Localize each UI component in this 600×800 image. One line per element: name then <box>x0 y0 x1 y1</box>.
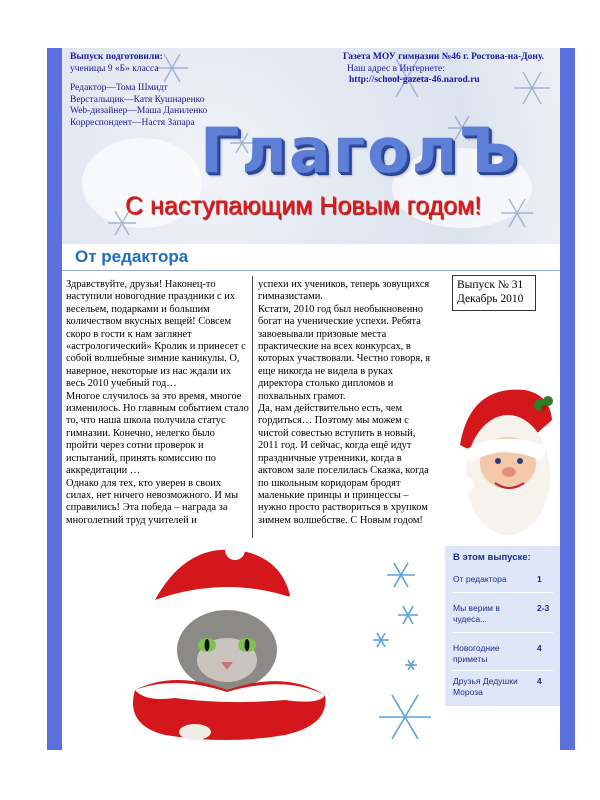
issue-number: Выпуск № 31 <box>457 279 524 291</box>
contact-url-link[interactable]: http://school-gazeta-46.narod.ru <box>349 75 480 85</box>
title-divider <box>62 270 560 271</box>
section-title: От редактора <box>75 247 189 266</box>
toc-item-label[interactable]: Новогодние приметы <box>453 643 500 664</box>
article-paragraph: Многое случилось за это время, многое изменилось. Но главным событием стало то, что наша школа получила статус гимназии. Конечно, нелегко было пройти через сотни проверок и испытаний, принять комиссию по аккредитации … <box>66 390 249 477</box>
kitten-in-santa-costume-illustration <box>115 540 340 745</box>
toc-item-label[interactable]: Мы верим в чудеса... <box>453 603 500 624</box>
new-year-greeting: С наступающим Новым годом! <box>125 192 482 220</box>
toc-item-page: 2-3 <box>537 603 550 613</box>
credit-line: Корреспондент—Настя Запара <box>70 117 195 128</box>
credit-line: Верстальщик—Катя Кушнаренко <box>70 94 205 105</box>
contact-school: Газета МОУ гимназии №46 г. Ростова-на-Дону. <box>343 52 545 62</box>
toc-title: В этом выпуске: <box>453 552 531 563</box>
article-paragraph: Здравствуйте, друзья! Наконец-то наступили новогодние праздники с их весельем, подарками и большим количеством вкусных вещей! Совсем скоро в гости к нам заглянет «астрологический» Кролик и принесет с собой волшебные зимние каникулы. О, наверное, некоторые из нас ждали их весь 2010 учебный год… <box>66 279 246 390</box>
article-column-1 <box>66 279 249 527</box>
toc-item-page: 4 <box>537 676 542 686</box>
article-paragraph: Кстати, 2010 год был необыкновенно богат на ученические успехи. Ребята завоевывали призовые места практические на всех конкурсах, в которых участвовали. Честно говоря, я еще никогда не видела в руках директора столько дипломов и похвальных грамот. <box>258 303 431 402</box>
issue-info-box <box>452 275 536 311</box>
toc-separator <box>453 592 553 593</box>
contact-address-label: Наш адрес в Интернете: <box>347 63 445 74</box>
credits-subheading: ученицы 9 «Б» класса <box>70 63 159 74</box>
contact-block <box>343 52 558 87</box>
santa-claus-illustration <box>440 375 560 540</box>
toc-item-page: 1 <box>537 574 542 584</box>
left-decor-bar <box>47 48 62 750</box>
toc-separator <box>453 632 553 633</box>
right-decor-bar <box>560 48 575 750</box>
toc-item-label[interactable]: Друзья Дедушки Мороза <box>453 676 518 697</box>
article-paragraph: успехи их учеников, теперь зовущихся гимназистами. <box>258 279 430 303</box>
credit-line: Web-дизайнер—Маша Даниленко <box>70 106 208 116</box>
toc-item-page: 4 <box>537 643 542 653</box>
table-of-contents <box>445 546 560 706</box>
column-divider <box>252 276 253 538</box>
snowflakes-decoration <box>363 545 443 750</box>
article-paragraph: Да, нам действительно есть, чем гордиться… Поэтому мы можем с чистой совестью вступить в новый, 2011 год. И сейчас, когда ещё идут праздничные утренники, когда в актовом зале поселилась Сказка, когда по школьным коридорам бродят маленькие принцы и принцессы – нужно просто раствориться в хрупком зимнем волшебстве. С Новым годом! <box>258 403 429 526</box>
issue-date: Декабрь 2010 <box>457 293 524 305</box>
credits-heading: Выпуск подготовили: <box>70 52 163 62</box>
masthead-title: ГлаголЪ <box>200 114 520 187</box>
toc-separator <box>453 670 553 671</box>
article-paragraph: Однако для тех, кто уверен в своих силах, нет ничего невозможного. И мы справились! Эта победа – награда за многолетний труд учителей и <box>66 477 239 526</box>
article-column-2 <box>258 279 433 527</box>
toc-item-label[interactable]: От редактора <box>453 574 507 584</box>
credit-line: Редактор—Тома Шмидт <box>70 83 168 93</box>
